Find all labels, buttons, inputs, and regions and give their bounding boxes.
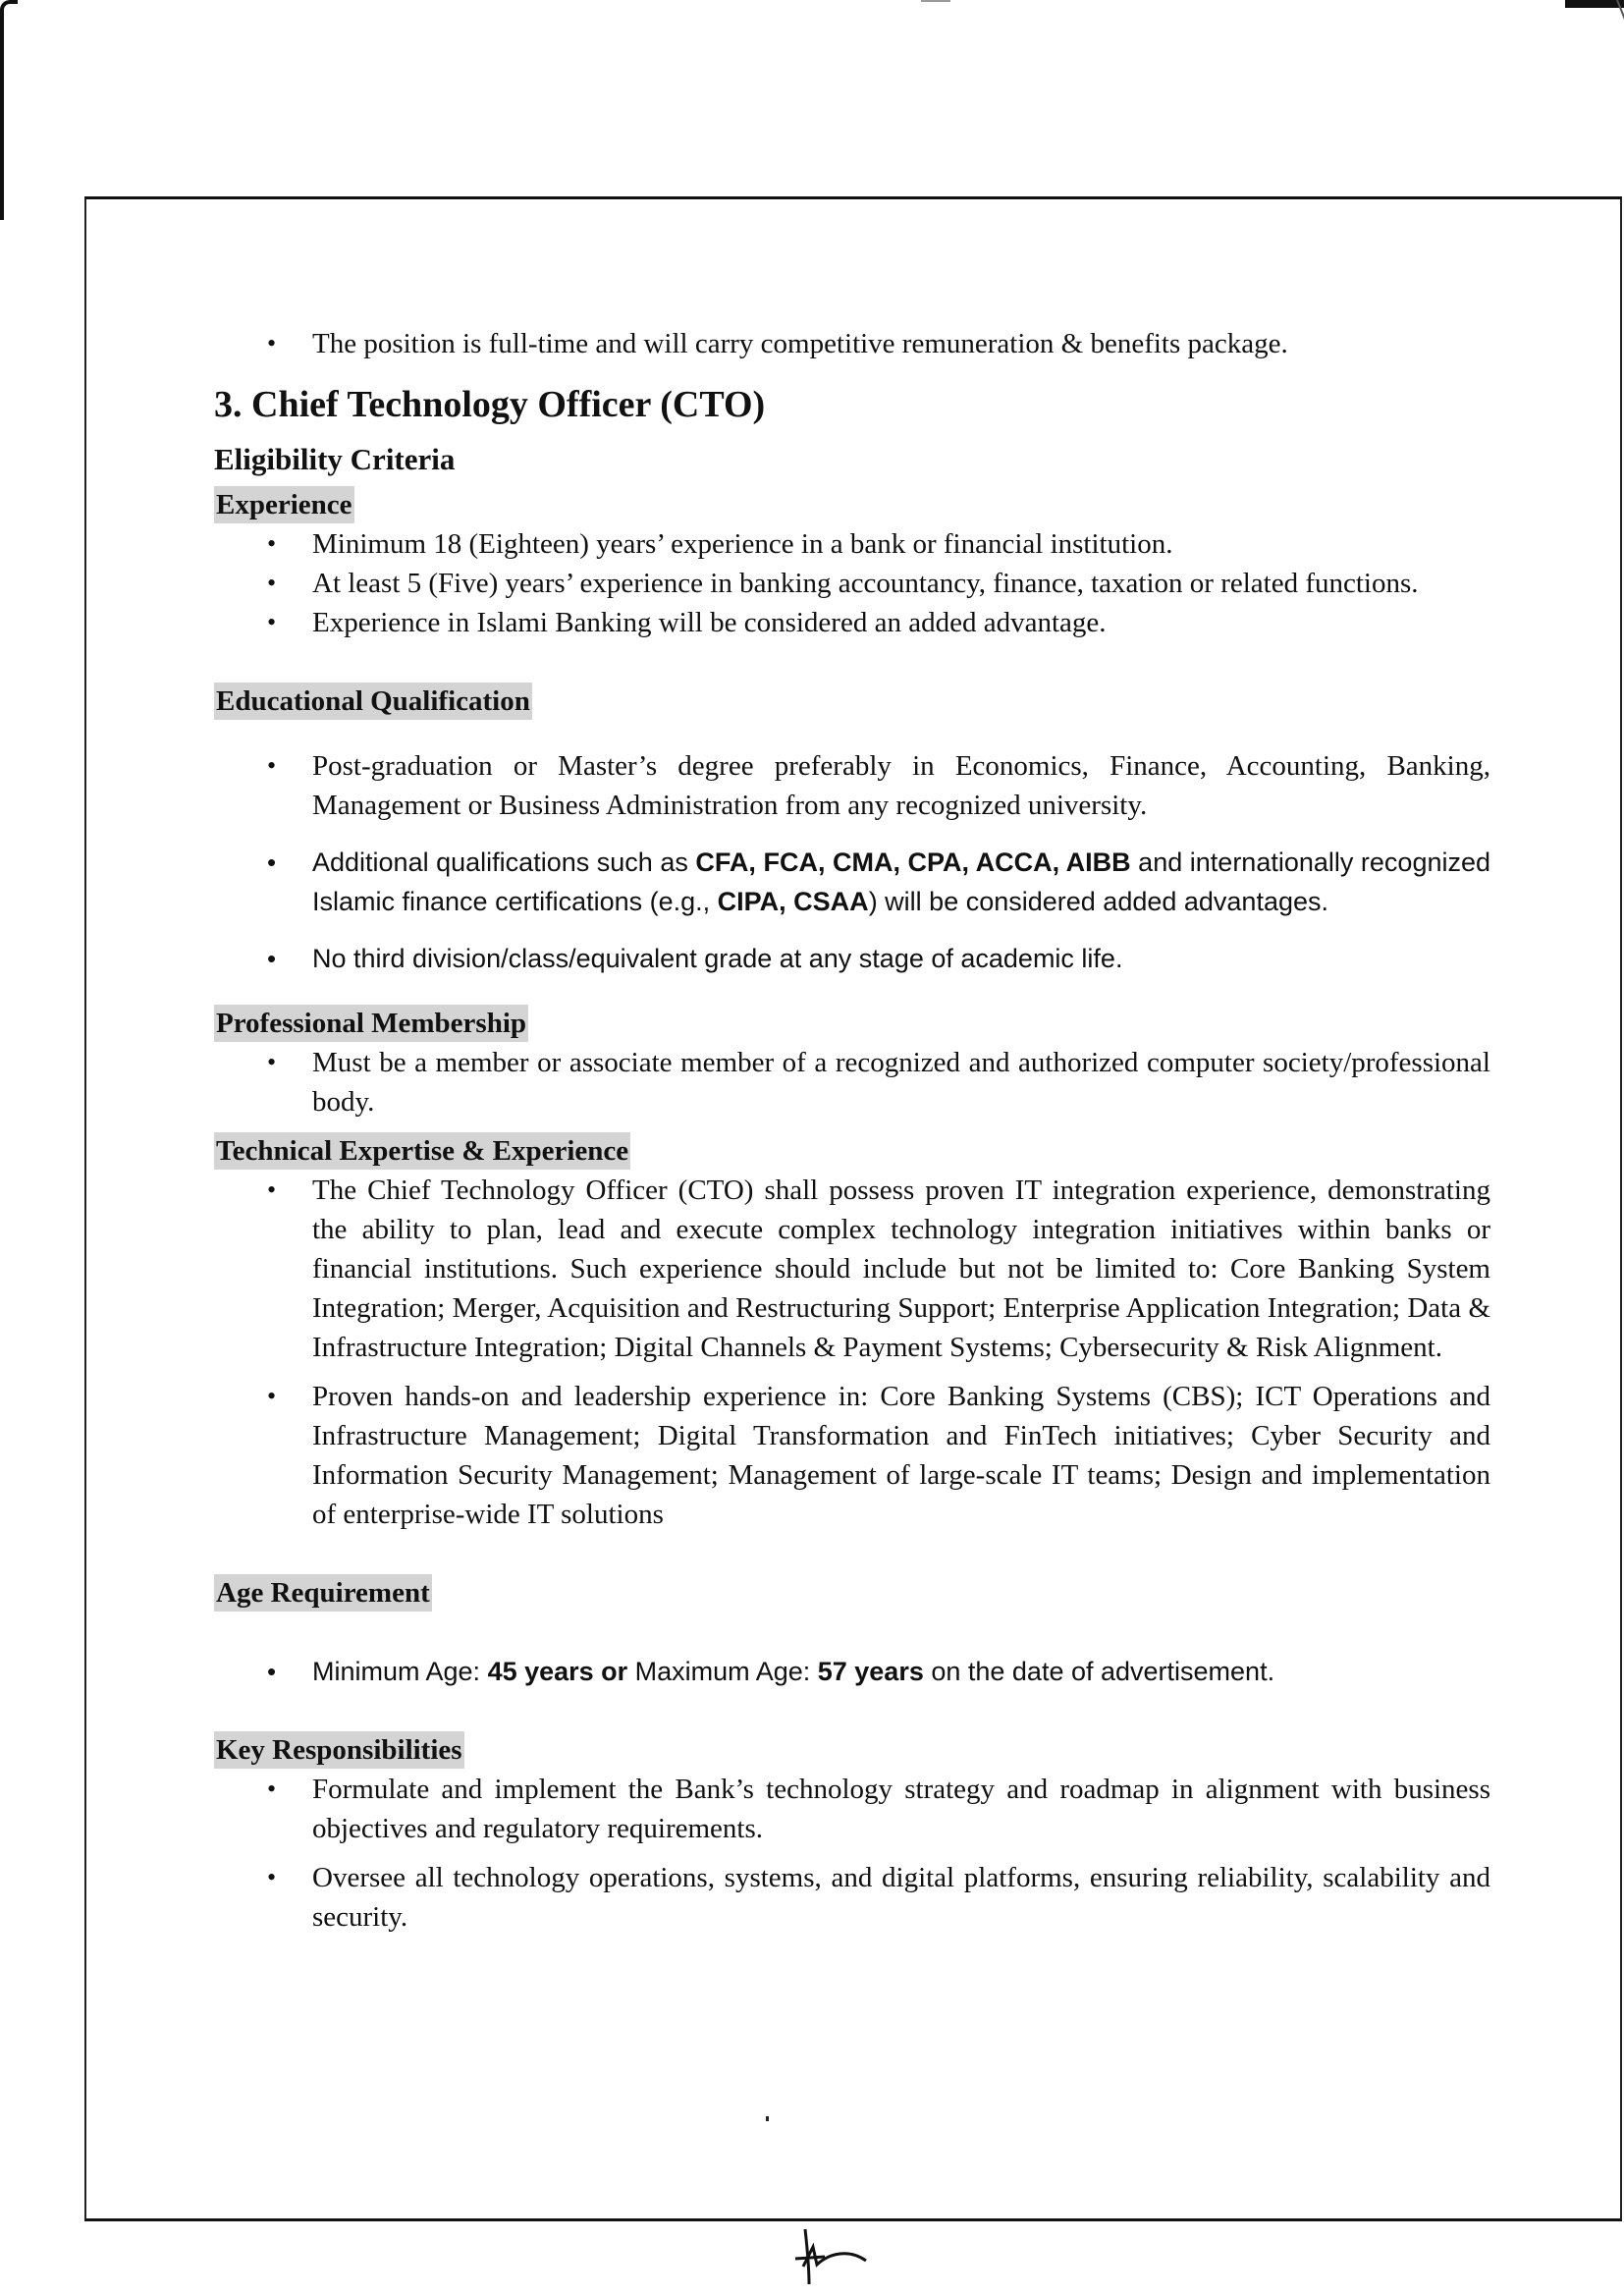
bullet-icon: •: [267, 329, 277, 357]
education-heading: Educational Qualification: [214, 683, 532, 720]
experience-item-text: Experience in Islami Banking will be considered an added advantage.: [312, 607, 1107, 638]
bullet-icon: •: [267, 1382, 277, 1410]
experience-item-text: At least 5 (Five) years’ experience in banking accountancy, finance, taxation or related functions.: [312, 568, 1419, 599]
bullet-icon: •: [267, 1863, 277, 1891]
scan-top-mark: [921, 0, 950, 2]
list-item: [214, 1043, 1490, 1121]
scan-page-fold: [1616, 0, 1624, 137]
list-item: [214, 939, 1490, 978]
education-item-text: Post-graduation or Master’s degree preferably in Economics, Finance, Accounting, Banking, Management or Business Administration from any recognized university.: [312, 750, 1490, 821]
bullet-icon: •: [267, 751, 277, 780]
list-item: [214, 603, 1490, 642]
responsibility-item-text: Oversee all technology operations, systems, and digital platforms, ensuring reliability, scalability and security.: [312, 1862, 1490, 1933]
list-item: [214, 1377, 1490, 1534]
membership-list: [214, 1043, 1490, 1121]
bullet-icon: •: [267, 1775, 277, 1803]
bullet-icon: •: [267, 1175, 277, 1204]
experience-heading: Experience: [214, 486, 354, 523]
scan-edge-top-left: [0, 0, 18, 220]
education-item-text: [312, 843, 1490, 921]
bullet-icon: •: [267, 608, 277, 636]
experience-list: [214, 524, 1490, 642]
membership-item-text: Must be a member or associate member of a recognized and authorized computer society/professional body.: [312, 1047, 1490, 1118]
bullet-icon: •: [267, 1048, 277, 1076]
list-item: [214, 746, 1490, 825]
bullet-icon: •: [267, 529, 277, 558]
age-list: [214, 1652, 1490, 1691]
experience-item-text: Minimum 18 (Eighteen) years’ experience in a bank or financial institution.: [312, 528, 1173, 560]
experience-section: [214, 485, 1490, 642]
bullet-icon: •: [267, 944, 277, 973]
bullet-icon: •: [267, 569, 277, 597]
scan-edge-top-right: [1565, 0, 1624, 8]
list-item: [214, 1770, 1490, 1848]
list-item: [214, 843, 1490, 921]
text-span: on the date of advertisement.: [923, 1657, 1275, 1686]
list-item: [214, 324, 1490, 363]
subsection-title: Eligibility Criteria: [214, 442, 456, 476]
education-section: [214, 682, 1490, 978]
scan-speck: [766, 2116, 769, 2121]
membership-section: [214, 1004, 1490, 1121]
list-item: [214, 524, 1490, 564]
membership-heading: Professional Membership: [214, 1005, 528, 1042]
education-list: [214, 746, 1490, 978]
signature-initials: [785, 2227, 874, 2286]
age-heading: Age Requirement: [214, 1574, 432, 1612]
education-item-text: No third division/class/equivalent grade at any stage of academic life.: [312, 944, 1123, 973]
technical-list: [214, 1171, 1490, 1534]
text-span: and internationally recognized Islamic finance certifications (e.g.,: [312, 847, 1491, 916]
age-item-text: [312, 1652, 1490, 1691]
min-age-bold: 45 years or: [487, 1657, 628, 1686]
technical-heading: Technical Expertise & Experience: [214, 1132, 630, 1170]
technical-item-text: Proven hands-on and leadership experience in: Core Banking Systems (CBS); ICT Operations and Infrastructure Management; Digital Transformation and FinTech initiatives; Cyber Security and Information Security Management; Management of large-scale IT teams; Design and implementation of enterprise-wide IT solutions: [312, 1381, 1490, 1530]
list-item: [214, 1171, 1490, 1367]
section-title: 3. Chief Technology Officer (CTO): [214, 384, 766, 425]
technical-item-text: The Chief Technology Officer (CTO) shall possess proven IT integration experience, demonstrating the ability to plan, lead and execute complex technology integration initiatives within banks or financial institutions. Such experience should include but not be limited to: Core Banking System Integration; Merger, Acquisition and Restructuring Support; Enterprise Application Integration; Data & Infrastructure Integration; Digital Channels & Payment Systems; Cybersecurity & Risk Alignment.: [312, 1175, 1490, 1363]
text-span: Additional qualifications such as: [312, 847, 696, 877]
responsibilities-list: [214, 1770, 1490, 1937]
islamic-certifications-bold: CIPA, CSAA: [717, 887, 869, 916]
list-item: [214, 1858, 1490, 1937]
intro-list: [214, 324, 1490, 363]
max-age-bold: 57 years: [817, 1657, 924, 1686]
list-item: [214, 1652, 1490, 1691]
responsibilities-heading: Key Responsibilities: [214, 1731, 464, 1769]
list-item: [214, 564, 1490, 603]
text-span: ) will be considered added advantages.: [868, 887, 1328, 916]
document-content: [214, 324, 1490, 1937]
age-section: [214, 1573, 1490, 1691]
responsibilities-section: [214, 1730, 1490, 1937]
bullet-icon: •: [267, 1657, 277, 1686]
bullet-icon: •: [267, 847, 277, 877]
technical-section: [214, 1131, 1490, 1534]
text-span: Maximum Age:: [627, 1657, 818, 1686]
intro-bullet-text: The position is full-time and will carry competitive remuneration & benefits package.: [312, 328, 1288, 359]
responsibility-item-text: Formulate and implement the Bank’s technology strategy and roadmap in alignment with business objectives and regulatory requirements.: [312, 1774, 1490, 1844]
text-span: Minimum Age:: [312, 1657, 488, 1686]
certifications-bold: CFA, FCA, CMA, CPA, ACCA, AIBB: [695, 847, 1131, 877]
